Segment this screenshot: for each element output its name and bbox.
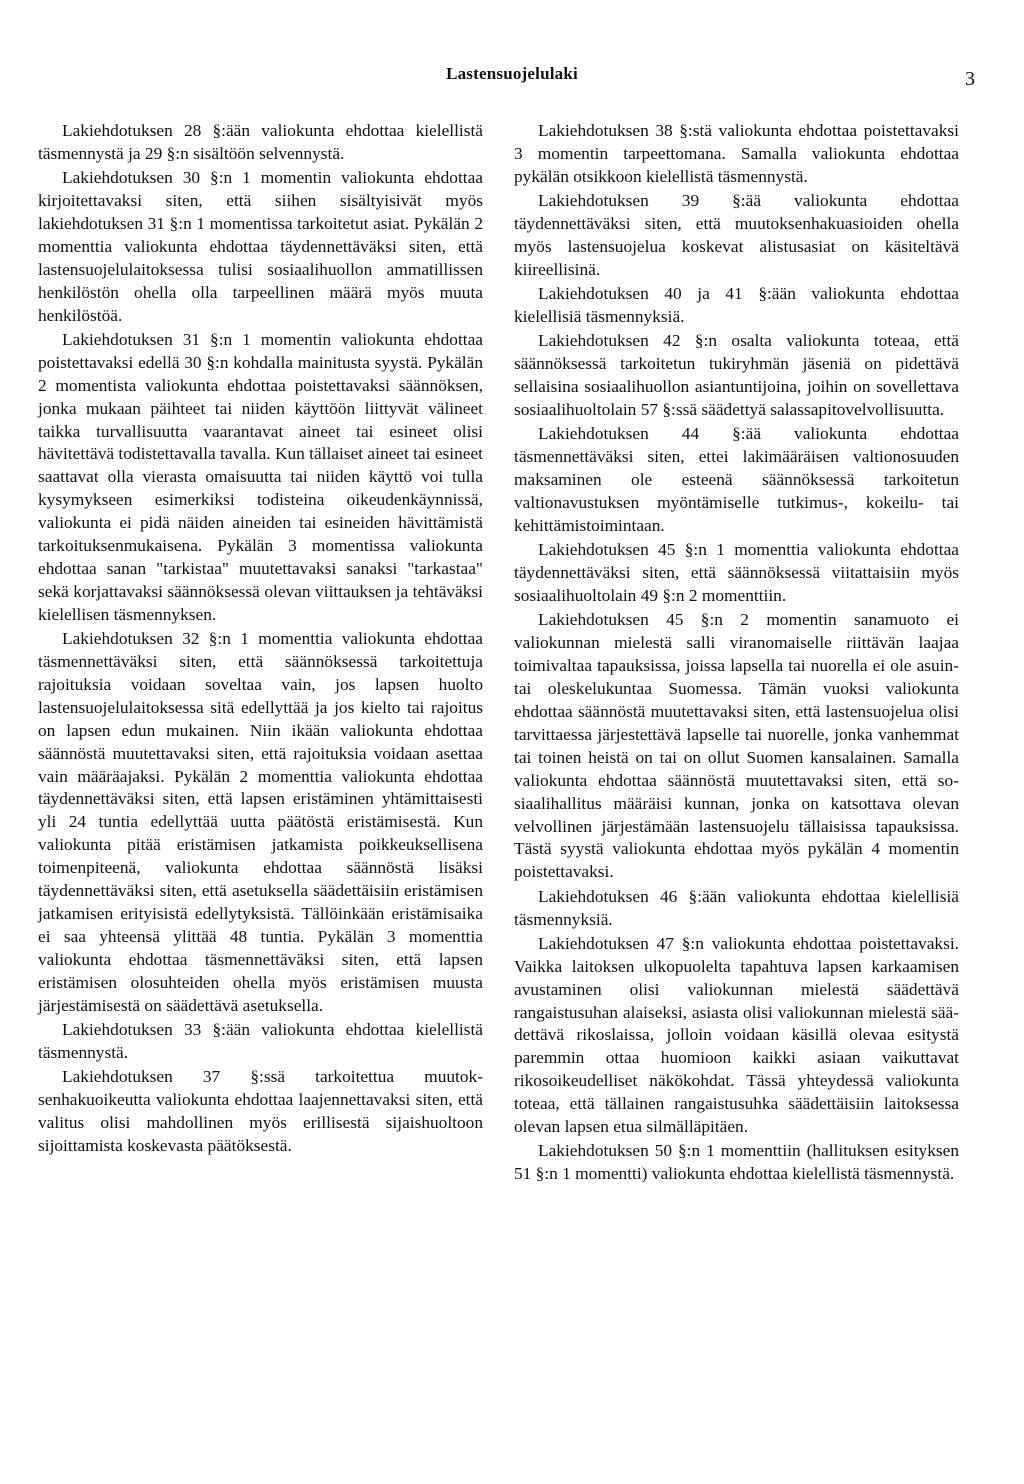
left-column (38, 120, 483, 1159)
paragraph-44: Lakiehdotuksen 44 §:ää valiokunta ehdottaa täsmennettäväksi siten, ettei lakimääräisen valtionosuuden maksaminen ole esteenä säännöksessä tarkoitetun valtionavustuksen myöntämiselle tutkimus-, kokeilu- tai kehittämistoimintaan. (514, 424, 959, 535)
paragraph-45-mom-2: Lakiehdotuksen 45 §:n 2 momentin sanamuoto ei valiokunnan mielestä salli viranomaiselle riittävän laajaa toimivaltaa tapauksissa, joissa lapsella tai nuorella ei ole asuin- tai oleskelukuntaa Suomessa. Tämän vuoksi valiokunta ehdottaa säännöstä muutettavaksi siten, että lastensuojelua olisi tarvittaessa järjestettävä lapselle tai nuorelle, jonka vanhemmat tai toinen heistä on tai on ollut Suomen kansalainen. Samalla valiokunta ehdottaa säännöstä muutettavaksi siten, että sosiaalihallitus määräisi kunnan, jonka on katsottava olevan velvollinen järjestämään lastensuojelu tällaisissa tapauksissa. Tästä syystä valiokunta ehdottaa myös pykälän 4 momentin poistettavaksi. (514, 610, 959, 882)
right-column (514, 120, 959, 1188)
paragraph-47: Lakiehdotuksen 47 §:n valiokunta ehdottaa poistettavaksi. Vaikka laitoksen ulkopuolelta tapahtuva lapsen karkaamisen avustaminen olisi valiokunnan mielestä säädettävä rangaistusuhan alaiseksi, asiasta olisi valiokunnan mielestä säädettävä rikoslaissa, jolloin voidaan käsillä olevaa esitystä paremmin ottaa huomioon kaikki asiaan vaikuttavat rikosoikeudelliset näkökohdat. Tässä yhteydessä valiokunta toteaa, että tällainen rangaistusuhka säädettäisiin laitoksessa olevan lapsen etua silmälläpitäen. (514, 933, 959, 1137)
paragraph-30: Lakiehdotuksen 30 §:n 1 momentin valiokunta ehdottaa kirjoitettavaksi siten, että siihen sisältyisivät myös lakiehdotuksen 31 §:n 1 momentissa tarkoitetut asiat. Pykälän 2 momenttia valiokunta ehdottaa täydennettäväksi siten, että lastensuojelulaitoksessa tulisi sosiaalihuollon ammatillissen henkilöstön ohella olla tarpeellinen määrä myös muuta henkilöstöä. (38, 168, 483, 325)
page-number: 3 (965, 68, 975, 90)
paragraph-37: Lakiehdotuksen 37 §:ssä tarkoitettua muutoksenhakuoikeutta valiokunta ehdottaa laajennettavaksi siten, että valitus olisi mahdollinen myös erillisestä sijaishuoltoon sijoittamista koskevasta päätöksestä. (38, 1067, 483, 1155)
paragraph-32: Lakiehdotuksen 32 §:n 1 momenttia valiokunta ehdottaa täsmennettäväksi siten, että säännöksessä tarkoitettuja rajoituksia voidaan soveltaa vain, jos lapsen huolto lastensuojelulaitoksessa sitä edellyttää ja jos kielto tai rajoitus on lapsen edun mukainen. Niin ikään valiokunta ehdottaa säännöstä muutettavaksi siten, että rajoituksia voidaan asettaa vain määräajaksi. Pykälän 2 momenttia valiokunta ehdottaa täydennettäväksi siten, että lapsen eristäminen yhtämittaisesti yli 24 tuntia edellyttää uutta päätöstä eristämisestä. Kun valiokunta pitää eristämisen jatkamista poikkeuksellisena toimenpiteenä, valiokunta ehdottaa säännöstä lisäksi täydennettäväksi siten, että asetuksella säädettäisiin eristämisen jatkamisen erityisistä edellytyksistä. Tällöinkään eristämisaika ei saa yhteensä ylittää 48 tuntia. Pykälän 3 momenttia valiokunta ehdottaa täsmennettäväksi siten, että lapsen eristämisen olosuhteiden ohella myös eristämisen muusta järjestämisestä on säädettävä asetuksella. (38, 629, 483, 1015)
paragraph-46: Lakiehdotuksen 46 §:ään valiokunta ehdottaa kielellisiä täsmennyksiä. (514, 886, 959, 929)
paragraph-38: Lakiehdotuksen 38 §:stä valiokunta ehdottaa poistettavaksi 3 momentin tarpeettomana. Samalla valiokunta ehdottaa pykälän otsikkoon kielellistä täsmennystä. (514, 121, 959, 186)
paragraph-39: Lakiehdotuksen 39 §:ää valiokunta ehdottaa täydennettäväksi siten, että muutoksenhakuasioiden ohella myös lastensuojelua koskevat alistusasiat on käsiteltävä kiireellisinä. (514, 191, 959, 279)
paragraph-45-mom-1: Lakiehdotuksen 45 §:n 1 momenttia valiokunta ehdottaa täydennettäväksi siten, että säännöksessä viitattaisiin myös sosiaalihuoltolain 49 §:n 2 momenttiin. (514, 540, 959, 606)
paragraph-31: Lakiehdotuksen 31 §:n 1 momentin valiokunta ehdottaa poistettavaksi edellä 30 §:n kohdalla mainitusta syystä. Pykälän 2 momentista valiokunta ehdottaa poistettavaksi säännöksen, jonka mukaan päihteet tai niiden käyttöön liittyvät välineet taikka turvallisuutta vaarantavat aineet tai esineet olisi hävitettävä todistettavalla tavalla. Kun tällaiset aineet tai esineet saattavat olla vierasta omaisuutta tai niiden käyttö voi tulla kysymykseen esimerkiksi todisteina oikeudenkäynnissä, valiokunta ei pidä näiden aineiden tai esineiden hävittämistä tarkoituksenmukaisena. Pykälän 3 momentissa valiokunta ehdottaa sanan "tarkistaa" muutettavaksi sanaksi "tarkastaa" sekä korjattavaksi säännöksessä olevan viittauksen ja tehtäväksi kielellisen täsmennyksen. (38, 329, 483, 624)
paragraph-33: Lakiehdotuksen 33 §:ään valiokunta ehdottaa kielellistä täsmennystä. (38, 1019, 483, 1062)
paragraph-28-29: Lakiehdotuksen 28 §:ään valiokunta ehdottaa kielellistä täsmennystä ja 29 §:n sisältöön selvennystä. (38, 121, 483, 163)
paragraph-50: Lakiehdotuksen 50 §:n 1 momenttiin (hallituksen esityksen 51 §:n 1 momentti) valiokunta ehdottaa kielellistä täsmennystä. (514, 1141, 959, 1184)
paragraph-40-41: Lakiehdotuksen 40 ja 41 §:ään valiokunta ehdottaa kielellisiä täsmennyksiä. (514, 284, 959, 327)
running-title: Lastensuojelulaki (446, 64, 578, 83)
paragraph-42: Lakiehdotuksen 42 §:n osalta valiokunta toteaa, että säännöksessä tarkoitetun tukiryhmän jäseniä on pidettävä sellaisina sosiaalihuollon asiantuntijoina, joihin on sovellettava sosiaalihuoltolain 57 §:ssä säädettyä salassapitovelvollisuutta. (514, 331, 959, 420)
